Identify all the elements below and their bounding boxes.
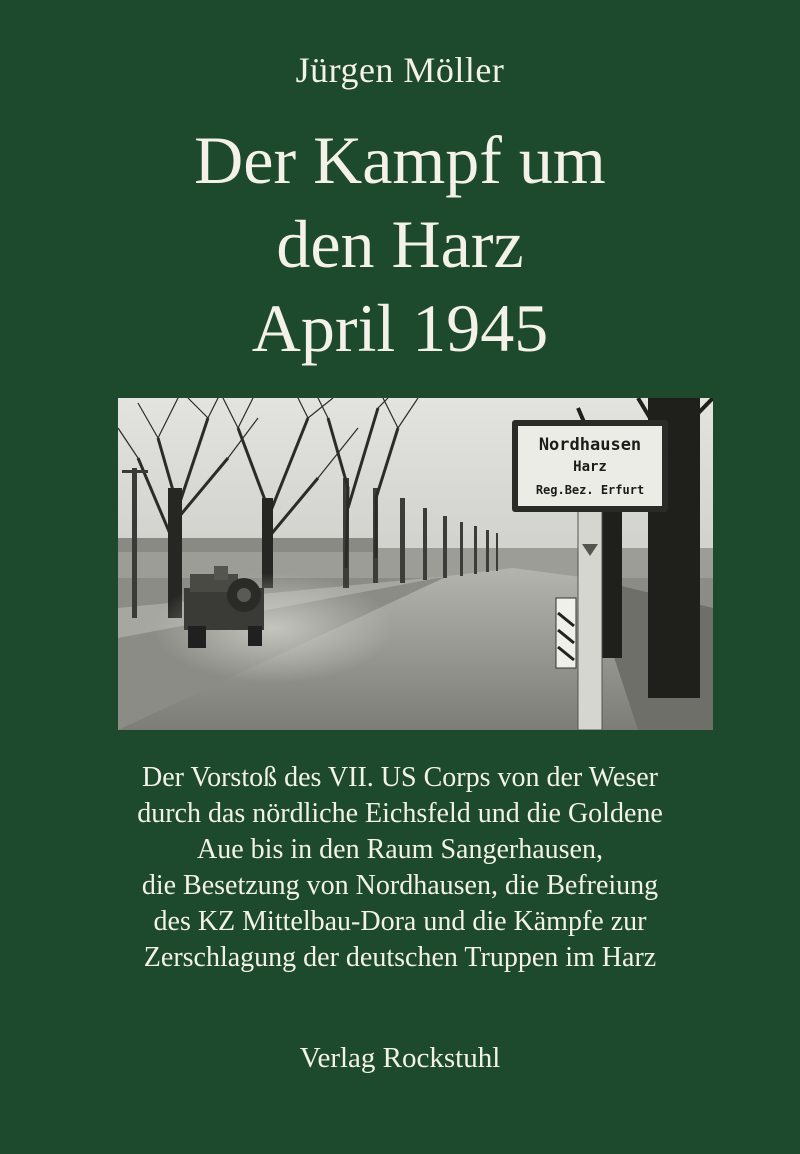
book-title [0, 118, 800, 370]
sign-post [578, 506, 602, 730]
description-line: Der Vorstoß des VII. US Corps von der Weser [142, 762, 658, 793]
description-line: die Besetzung von Nordhausen, die Befreiung [141, 870, 659, 901]
title-line: den Harz [276, 206, 524, 282]
description-line: durch das nördliche Eichsfeld und die Goldene [137, 798, 663, 829]
cover-photo [118, 398, 713, 730]
telegraph-pole [132, 468, 137, 618]
description-line: Aue bis in den Raum Sangerhausen, [197, 834, 603, 865]
author-name: Jürgen Möller [295, 50, 505, 90]
publisher-name: Verlag Rockstuhl [299, 1042, 501, 1074]
book-description [40, 760, 760, 976]
town-sign [512, 420, 668, 512]
sign-line: Nordhausen [538, 435, 642, 455]
title-line: April 1945 [251, 290, 549, 366]
description-line: Zerschlagung der deutschen Truppen im Harz [143, 942, 657, 973]
description-line: des KZ Mittelbau-Dora und die Kämpfe zur [153, 906, 647, 937]
sign-line: Reg.Bez. Erfurt [535, 483, 645, 497]
title-line: Der Kampf um [194, 122, 606, 198]
road-scene-illustration [118, 398, 713, 730]
sign-line: Harz [573, 459, 607, 475]
